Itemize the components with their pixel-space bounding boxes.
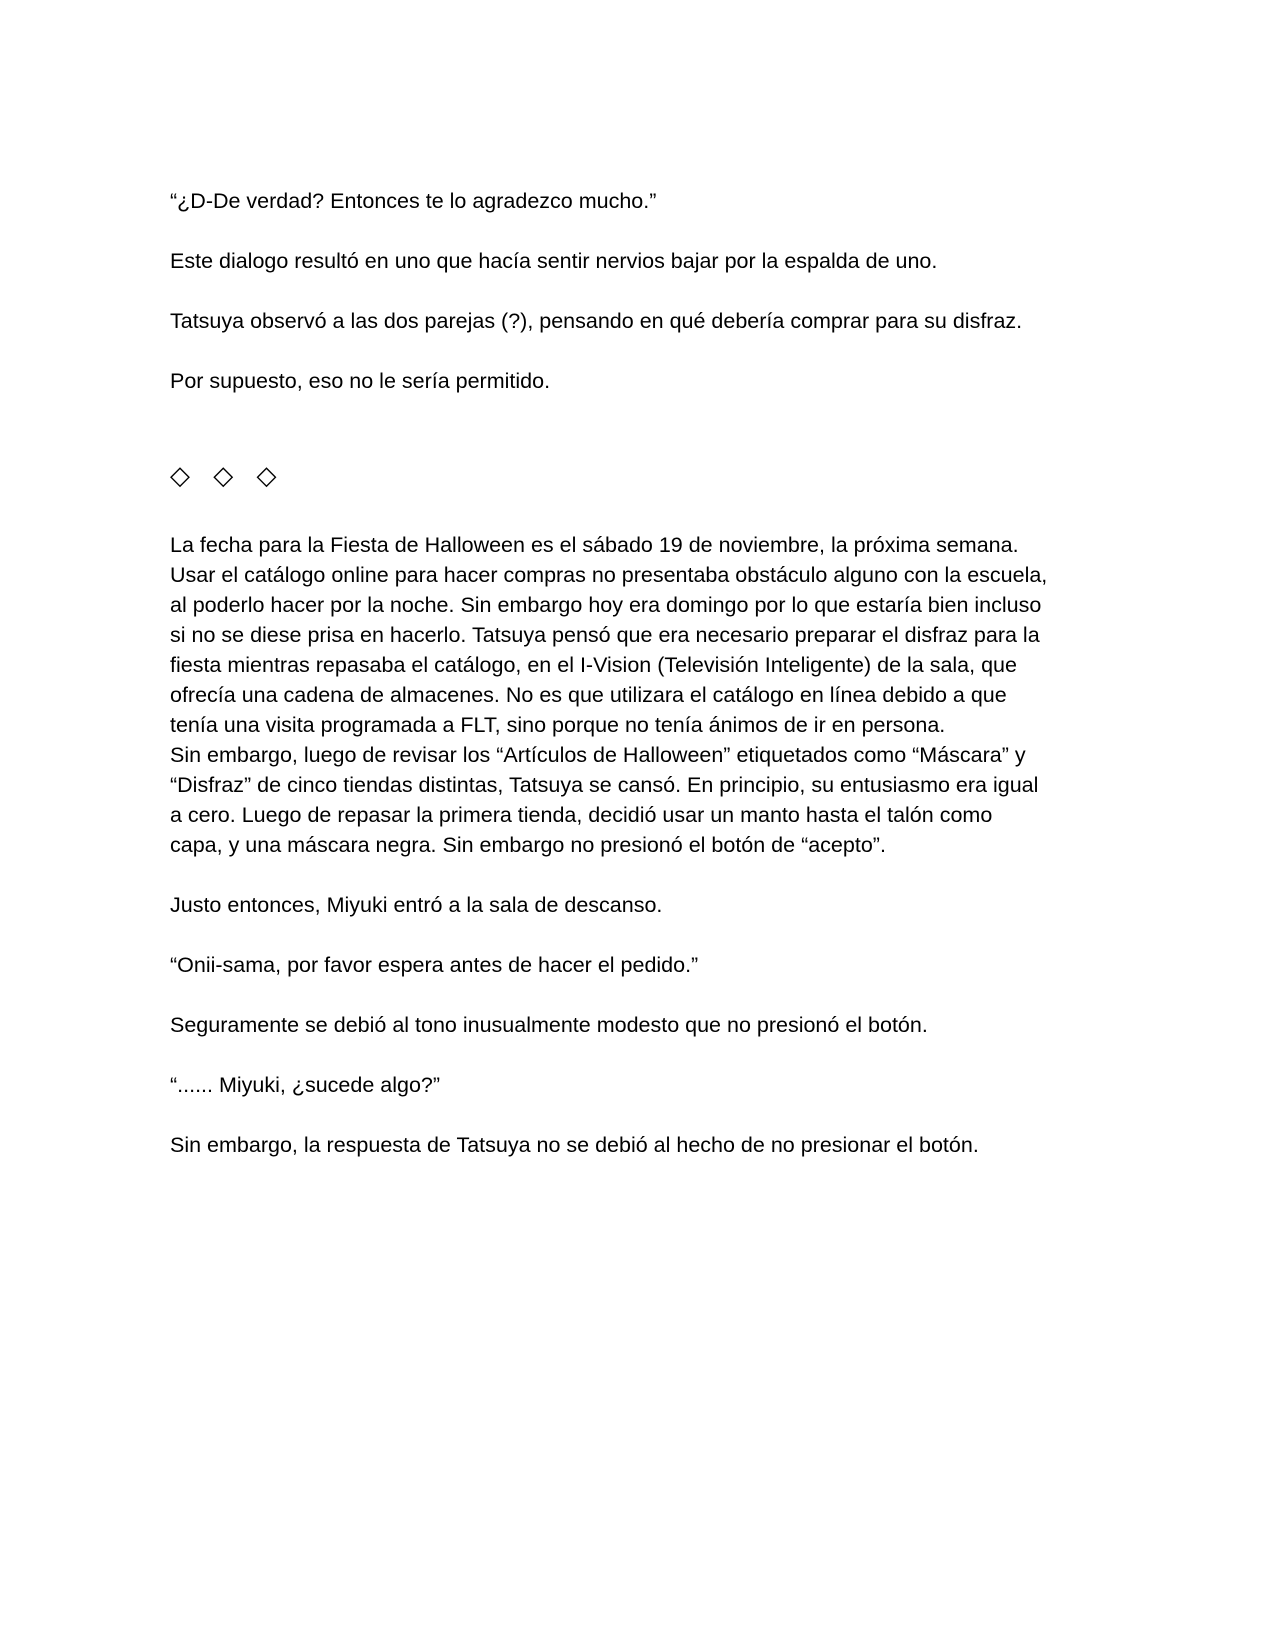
paragraph: Sin embargo, la respuesta de Tatsuya no se debió al hecho de no presionar el botón. <box>170 1133 979 1157</box>
paragraph: “Onii-sama, por favor espera antes de hacer el pedido.” <box>170 953 699 977</box>
paragraph: Tatsuya observó a las dos parejas (?), pensando en qué debería comprar para su disfraz. <box>170 309 1023 333</box>
paragraph: Este dialogo resultó en uno que hacía sentir nervios bajar por la espalda de uno. <box>170 249 938 273</box>
paragraph: “¿D-De verdad? Entonces te lo agradezco mucho.” <box>170 189 657 213</box>
paragraph: Por supuesto, eso no le sería permitido. <box>170 369 551 393</box>
paragraph: Justo entonces, Miyuki entró a la sala de descanso. <box>170 893 663 917</box>
paragraph: “...... Miyuki, ¿sucede algo?” <box>170 1073 441 1097</box>
paragraph: La fecha para la Fiesta de Halloween es el sábado 19 de noviembre, la próxima semana. Usar el catálogo online para hacer compras no presentaba obstáculo alguno con la escuela, al poderlo hacer por la noche. Sin embargo hoy era domingo por lo que estaría bien incluso si no se diese prisa en hacerlo. Tatsuya pensó que era necesario preparar el disfraz para la fiesta mientras repasaba el catálogo, en el I-Vision (Televisión Inteligente) de la sala, que ofrecía una cadena de almacenes. No es que utilizara el catálogo en línea debido a que tenía una visita programada a FLT, sino porque no tenía ánimos de ir en persona. <box>170 533 1054 737</box>
paragraph: Seguramente se debió al tono inusualmente modesto que no presionó el botón. <box>170 1013 928 1037</box>
paragraph: Sin embargo, luego de revisar los “Artículos de Halloween” etiquetados como “Máscara” y “Disfraz” de cinco tiendas distintas, Tatsuya se cansó. En principio, su entusiasmo era igual a cero. Luego de repasar la primera tienda, decidió usar un manto hasta el talón como capa, y una máscara negra. Sin embargo no presionó el botón de “acepto”. <box>170 743 1045 857</box>
document-body <box>170 186 1054 1190</box>
section-separator: ◇ ◇ ◇ <box>170 460 285 490</box>
